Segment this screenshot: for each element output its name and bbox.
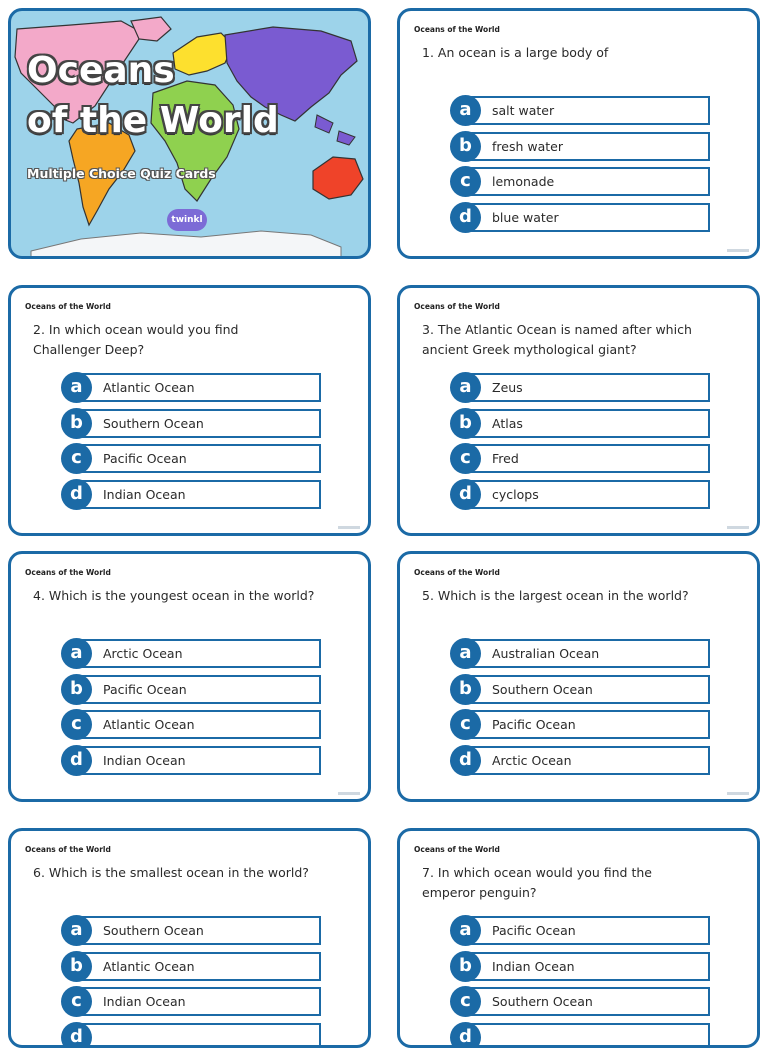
option-text: Indian Ocean <box>103 745 186 776</box>
option-a[interactable] <box>61 638 321 669</box>
footer-mark <box>727 792 749 795</box>
option-c[interactable] <box>450 986 710 1017</box>
answer-options <box>61 915 321 1048</box>
option-a[interactable] <box>450 915 710 946</box>
option-letter-badge: c <box>61 443 92 474</box>
option-letter-badge: c <box>61 986 92 1017</box>
option-c[interactable] <box>450 709 710 740</box>
option-letter-badge: c <box>450 443 481 474</box>
card-header: Oceans of the World <box>414 568 500 577</box>
option-c[interactable] <box>61 986 321 1017</box>
question-text: 4. Which is the youngest ocean in the world? <box>33 586 343 606</box>
option-text: blue water <box>492 202 559 233</box>
option-letter-badge: a <box>450 638 481 669</box>
option-letter-badge: b <box>450 408 481 439</box>
option-letter-badge: a <box>61 372 92 403</box>
option-text: Fred <box>492 443 519 474</box>
option-letter-badge: c <box>450 166 481 197</box>
title-line-1: Oceans <box>27 51 175 91</box>
option-letter-badge: c <box>450 986 481 1017</box>
answer-options <box>450 372 710 514</box>
option-d[interactable] <box>450 202 710 233</box>
option-b[interactable] <box>450 674 710 705</box>
title-card <box>8 8 371 259</box>
quiz-card-1 <box>397 8 760 259</box>
option-letter-badge: a <box>61 638 92 669</box>
card-header: Oceans of the World <box>414 302 500 311</box>
question-text: 2. In which ocean would you find Challenger Deep? <box>33 320 263 360</box>
option-c[interactable] <box>450 443 710 474</box>
option-text: Zeus <box>492 372 523 403</box>
option-b[interactable] <box>450 951 710 982</box>
option-letter-badge: b <box>61 408 92 439</box>
question-text: 5. Which is the largest ocean in the world? <box>422 586 732 606</box>
option-text: Indian Ocean <box>103 986 186 1017</box>
quiz-card-7 <box>397 828 760 1048</box>
option-text: salt water <box>492 95 554 126</box>
option-text: Indian Ocean <box>103 479 186 510</box>
option-letter-badge: d <box>61 479 92 510</box>
option-text: Arctic Ocean <box>103 638 183 669</box>
option-a[interactable] <box>450 372 710 403</box>
option-text: Southern Ocean <box>103 408 204 439</box>
option-letter-badge: d <box>450 1022 481 1048</box>
option-text: Arctic Ocean <box>492 745 572 776</box>
option-d[interactable] <box>61 1022 321 1048</box>
option-text: Atlas <box>492 408 523 439</box>
option-text: Pacific Ocean <box>103 443 187 474</box>
option-text: Pacific Ocean <box>492 709 576 740</box>
card-header: Oceans of the World <box>25 568 111 577</box>
option-text: Atlantic Ocean <box>103 709 195 740</box>
question-text: 6. Which is the smallest ocean in the world? <box>33 863 343 883</box>
option-text: cyclops <box>492 479 539 510</box>
option-d[interactable] <box>450 745 710 776</box>
option-text: Indian Ocean <box>492 951 575 982</box>
option-letter-badge: d <box>450 479 481 510</box>
option-text: Australian Ocean <box>492 638 599 669</box>
card-header: Oceans of the World <box>414 25 500 34</box>
option-text: lemonade <box>492 166 554 197</box>
card-header: Oceans of the World <box>414 845 500 854</box>
title-subtitle: Multiple Choice Quiz Cards <box>27 166 216 181</box>
option-letter-badge: a <box>61 915 92 946</box>
option-d[interactable] <box>450 479 710 510</box>
option-letter-badge: d <box>61 745 92 776</box>
card-header: Oceans of the World <box>25 302 111 311</box>
quiz-card-2 <box>8 285 371 536</box>
option-letter-badge: a <box>450 372 481 403</box>
option-text: Southern Ocean <box>492 674 593 705</box>
question-text: 7. In which ocean would you find the emperor penguin? <box>422 863 682 903</box>
option-c[interactable] <box>61 709 321 740</box>
option-letter-badge: d <box>61 1022 92 1048</box>
card-header: Oceans of the World <box>25 845 111 854</box>
answer-options <box>450 915 710 1048</box>
option-a[interactable] <box>61 372 321 403</box>
answer-options <box>61 638 321 780</box>
quiz-card-3 <box>397 285 760 536</box>
twinkl-logo: twinkl <box>167 209 207 231</box>
footer-mark <box>338 526 360 529</box>
option-letter-badge: b <box>450 131 481 162</box>
option-text: Pacific Ocean <box>492 915 576 946</box>
option-box[interactable] <box>75 1023 321 1048</box>
option-box[interactable] <box>464 1023 710 1048</box>
answer-options <box>61 372 321 514</box>
question-text: 3. The Atlantic Ocean is named after which ancient Greek mythological giant? <box>422 320 722 360</box>
option-d[interactable] <box>450 1022 710 1048</box>
option-a[interactable] <box>450 95 710 126</box>
option-b[interactable] <box>450 131 710 162</box>
title-line-2: of the World <box>27 101 279 141</box>
option-d[interactable] <box>61 745 321 776</box>
option-letter-badge: a <box>450 915 481 946</box>
option-letter-badge: c <box>450 709 481 740</box>
option-text: Pacific Ocean <box>103 674 187 705</box>
option-text: Atlantic Ocean <box>103 951 195 982</box>
option-c[interactable] <box>61 443 321 474</box>
option-text: Southern Ocean <box>492 986 593 1017</box>
option-text: Southern Ocean <box>103 915 204 946</box>
option-b[interactable] <box>61 674 321 705</box>
option-b[interactable] <box>450 408 710 439</box>
footer-mark <box>338 792 360 795</box>
answer-options <box>450 638 710 780</box>
option-letter-badge: d <box>450 745 481 776</box>
option-a[interactable] <box>61 915 321 946</box>
quiz-card-5 <box>397 551 760 802</box>
option-b[interactable] <box>61 951 321 982</box>
question-text: 1. An ocean is a large body of <box>422 43 732 63</box>
quiz-card-4 <box>8 551 371 802</box>
answer-options <box>450 95 710 237</box>
option-letter-badge: d <box>450 202 481 233</box>
option-text: fresh water <box>492 131 563 162</box>
option-letter-badge: b <box>450 674 481 705</box>
option-letter-badge: a <box>450 95 481 126</box>
option-letter-badge: b <box>61 951 92 982</box>
option-b[interactable] <box>61 408 321 439</box>
footer-mark <box>727 526 749 529</box>
option-letter-badge: b <box>61 674 92 705</box>
option-letter-badge: c <box>61 709 92 740</box>
option-c[interactable] <box>450 166 710 197</box>
option-d[interactable] <box>61 479 321 510</box>
option-text: Atlantic Ocean <box>103 372 195 403</box>
footer-mark <box>727 249 749 252</box>
option-letter-badge: b <box>450 951 481 982</box>
option-a[interactable] <box>450 638 710 669</box>
quiz-card-6 <box>8 828 371 1048</box>
